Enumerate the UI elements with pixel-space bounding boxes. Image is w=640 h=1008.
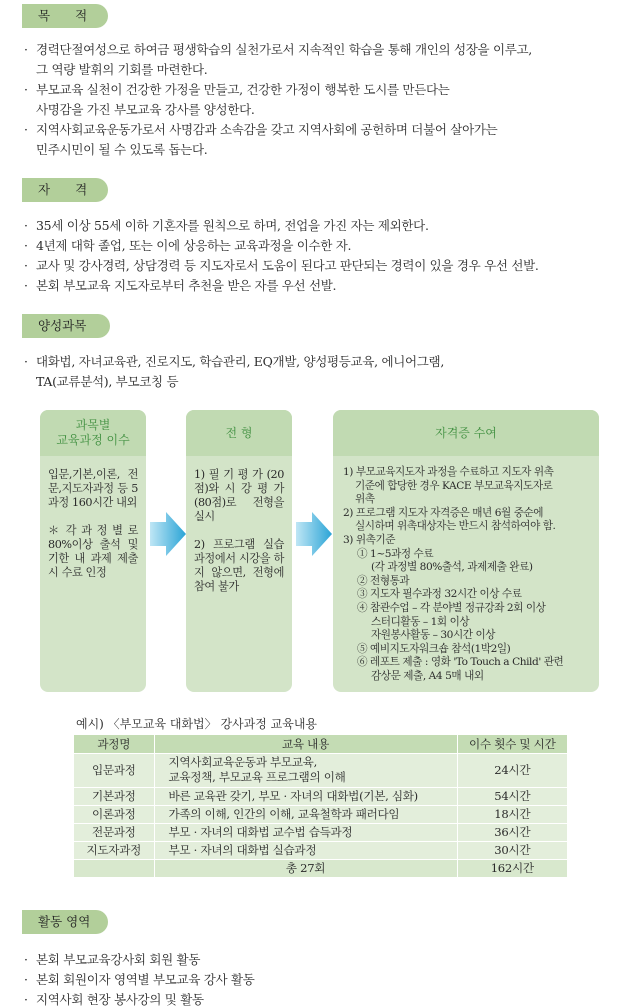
courses-text	[24, 352, 624, 392]
table-cell: 18시간	[457, 805, 567, 823]
bullet-item: · 본회 부모교육강사회 회원 활동	[24, 950, 624, 970]
table-row	[74, 823, 567, 841]
flow-paragraph: ＊ 각 과 정 별 로 80%이상 출석 및 기한 내 과제 제출시 수료 인정	[48, 524, 138, 579]
bullet-item: · 부모교육 실천이 건강한 가정을 만들고, 건강한 가정이 행복한 도시를 만든다는	[24, 80, 624, 100]
cell-line: 지역사회교육운동과 부모교육,	[168, 755, 317, 769]
table-cell: 지도자과정	[74, 841, 154, 859]
table-cell: 바른 교육관 갖기, 부모 · 자녀의 대화법(기본, 심화)	[154, 787, 457, 805]
table-cell	[74, 859, 154, 877]
section-tab-courses: 양성과목	[22, 314, 110, 338]
flow-box-selection	[186, 410, 292, 692]
table-cell: 부모 · 자녀의 대화법 실습과정	[154, 841, 457, 859]
table-row	[74, 787, 567, 805]
step-line: 기준에 합당한 경우 KACE 부모교육지도자로	[355, 479, 553, 492]
bullet-item: · 35세 이상 55세 이하 기혼자를 원칙으로 하며, 전업을 가진 자는 제외한다.	[24, 216, 624, 236]
section-tab-activity: 활동 영역	[22, 910, 108, 934]
example-title: 예시) 〈부모교육 대화법〉 강사과정 교육내용	[76, 717, 318, 731]
step-line: ① 1~5과정 수료	[357, 547, 434, 560]
cell-line: 교육정책, 부모교육 프로그램의 이해	[168, 770, 346, 784]
step-line: 3) 위촉기준	[343, 533, 396, 546]
flow-box-body	[40, 456, 146, 580]
table-cell: 총 27회	[154, 859, 457, 877]
step-line: ② 전형통과	[357, 574, 410, 587]
arrow-right-icon	[150, 512, 186, 556]
bullet-continuation: 그 역량 발휘의 기회를 마련한다.	[36, 62, 208, 77]
header-line: 교육과정 이수	[56, 433, 130, 447]
section-tab-purpose: 목 적	[22, 4, 108, 28]
bullet-item: · 대화법, 자녀교육관, 진로지도, 학습관리, EQ개발, 양성평등교육, 에니어그램,	[24, 352, 624, 372]
table-cell: 162시간	[457, 859, 567, 877]
table-cell: 36시간	[457, 823, 567, 841]
bullet-item: · 경력단절여성으로 하여금 평생학습의 실천가로서 지속적인 학습을 통해 개인의 성장을 이루고,	[24, 40, 624, 60]
qualification-text	[24, 216, 624, 296]
table-row	[74, 805, 567, 823]
curriculum-table	[74, 735, 567, 877]
purpose-text	[24, 40, 624, 160]
flow-paragraph: 1) 필 기 평 가 (20 점)와 시 강 평 가 (80점)로 전형을 실시	[194, 468, 284, 523]
table-total-row	[74, 859, 567, 877]
flow-box-certificate	[333, 410, 599, 692]
table-cell: 부모 · 자녀의 대화법 교수법 습득과정	[154, 823, 457, 841]
step-line: 1) 부모교육지도자 과정을 수료하고 지도자 위촉	[343, 466, 554, 478]
table-header: 이수 횟수 및 시간	[457, 735, 567, 753]
table-cell: 가족의 이해, 인간의 이해, 교육철학과 패러다임	[154, 805, 457, 823]
bullet-continuation: 민주시민이 될 수 있도록 돕는다.	[36, 142, 208, 157]
table-header-row	[74, 735, 567, 753]
step-line: ⑤ 예비지도자워크숍 참석(1박2일)	[357, 642, 511, 655]
header-line: 과목별	[75, 418, 111, 432]
flow-box-header	[186, 410, 292, 456]
arrow-right-icon	[296, 512, 332, 556]
table-cell: 54시간	[457, 787, 567, 805]
table-cell: 기본과정	[74, 787, 154, 805]
step-line: ④ 참관수업 – 각 분야별 정규강좌 2회 이상	[357, 601, 546, 614]
bullet-item: · 지역사회 현장 봉사강의 및 활동	[24, 990, 624, 1008]
header-line: 자격증 수여	[435, 425, 497, 440]
section-tab-qualification: 자 격	[22, 178, 108, 202]
header-line: 전 형	[225, 425, 253, 440]
bullet-continuation: 사명감을 가진 부모교육 강사를 양성한다.	[36, 102, 255, 117]
certificate-steps	[333, 456, 599, 684]
flow-paragraph: 입문,기본,이론, 전문,지도자과정 등 5과정 160시간 내외	[48, 468, 138, 509]
table-cell: 30시간	[457, 841, 567, 859]
step-line: 스터디활동 – 1회 이상	[371, 615, 470, 628]
step-line: 감상문 제출, A4 5매 내외	[371, 669, 484, 682]
table-cell	[154, 753, 457, 787]
flow-box-header	[333, 410, 599, 456]
step-line: ③ 지도자 필수과정 32시간 이상 수료	[357, 588, 522, 601]
table-cell: 입문과정	[74, 753, 154, 787]
table-header: 과정명	[74, 735, 154, 753]
table-cell: 24시간	[457, 753, 567, 787]
flow-paragraph: 2) 프로그램 실습 과정에서 시강을 하지 않으면, 전형에 참여 불가	[194, 538, 284, 593]
table-row	[74, 753, 567, 787]
flow-box-body	[186, 456, 292, 594]
step-line: 2) 프로그램 지도자 자격증은 매년 6월 중순에	[343, 506, 544, 519]
step-line: (각 과정별 80%출석, 과제제출 완료)	[371, 561, 533, 574]
bullet-item: · 4년제 대학 졸업, 또는 이에 상응하는 교육과정을 이수한 자.	[24, 236, 624, 256]
activity-text	[24, 950, 624, 1008]
bullet-item: · 본회 부모교육 지도자로부터 추천을 받은 자를 우선 선발.	[24, 276, 624, 296]
table-header: 교육 내용	[154, 735, 457, 753]
table-cell: 전문과정	[74, 823, 154, 841]
step-line: 실시하며 위촉대상자는 반드시 참석하여야 함.	[355, 520, 556, 533]
table-cell: 이론과정	[74, 805, 154, 823]
bullet-item: · 지역사회교육운동가로서 사명감과 소속감을 갖고 지역사회에 공헌하며 더불어 살아가는	[24, 120, 624, 140]
bullet-item: · 본회 회원이자 영역별 부모교육 강사 활동	[24, 970, 624, 990]
step-line: 위촉	[355, 493, 375, 506]
step-line: ⑥ 레포트 제출 : 영화 'To Touch a Child' 관련	[357, 656, 564, 669]
bullet-continuation: TA(교류분석), 부모코칭 등	[36, 374, 179, 389]
step-line: 자원봉사활동 – 30시간 이상	[371, 629, 496, 642]
flow-box-header	[40, 410, 146, 456]
bullet-item: · 교사 및 강사경력, 상담경력 등 지도자로서 도움이 된다고 판단되는 경력이 있을 경우 우선 선발.	[24, 256, 624, 276]
table-row	[74, 841, 567, 859]
flow-box-course-completion	[40, 410, 146, 692]
